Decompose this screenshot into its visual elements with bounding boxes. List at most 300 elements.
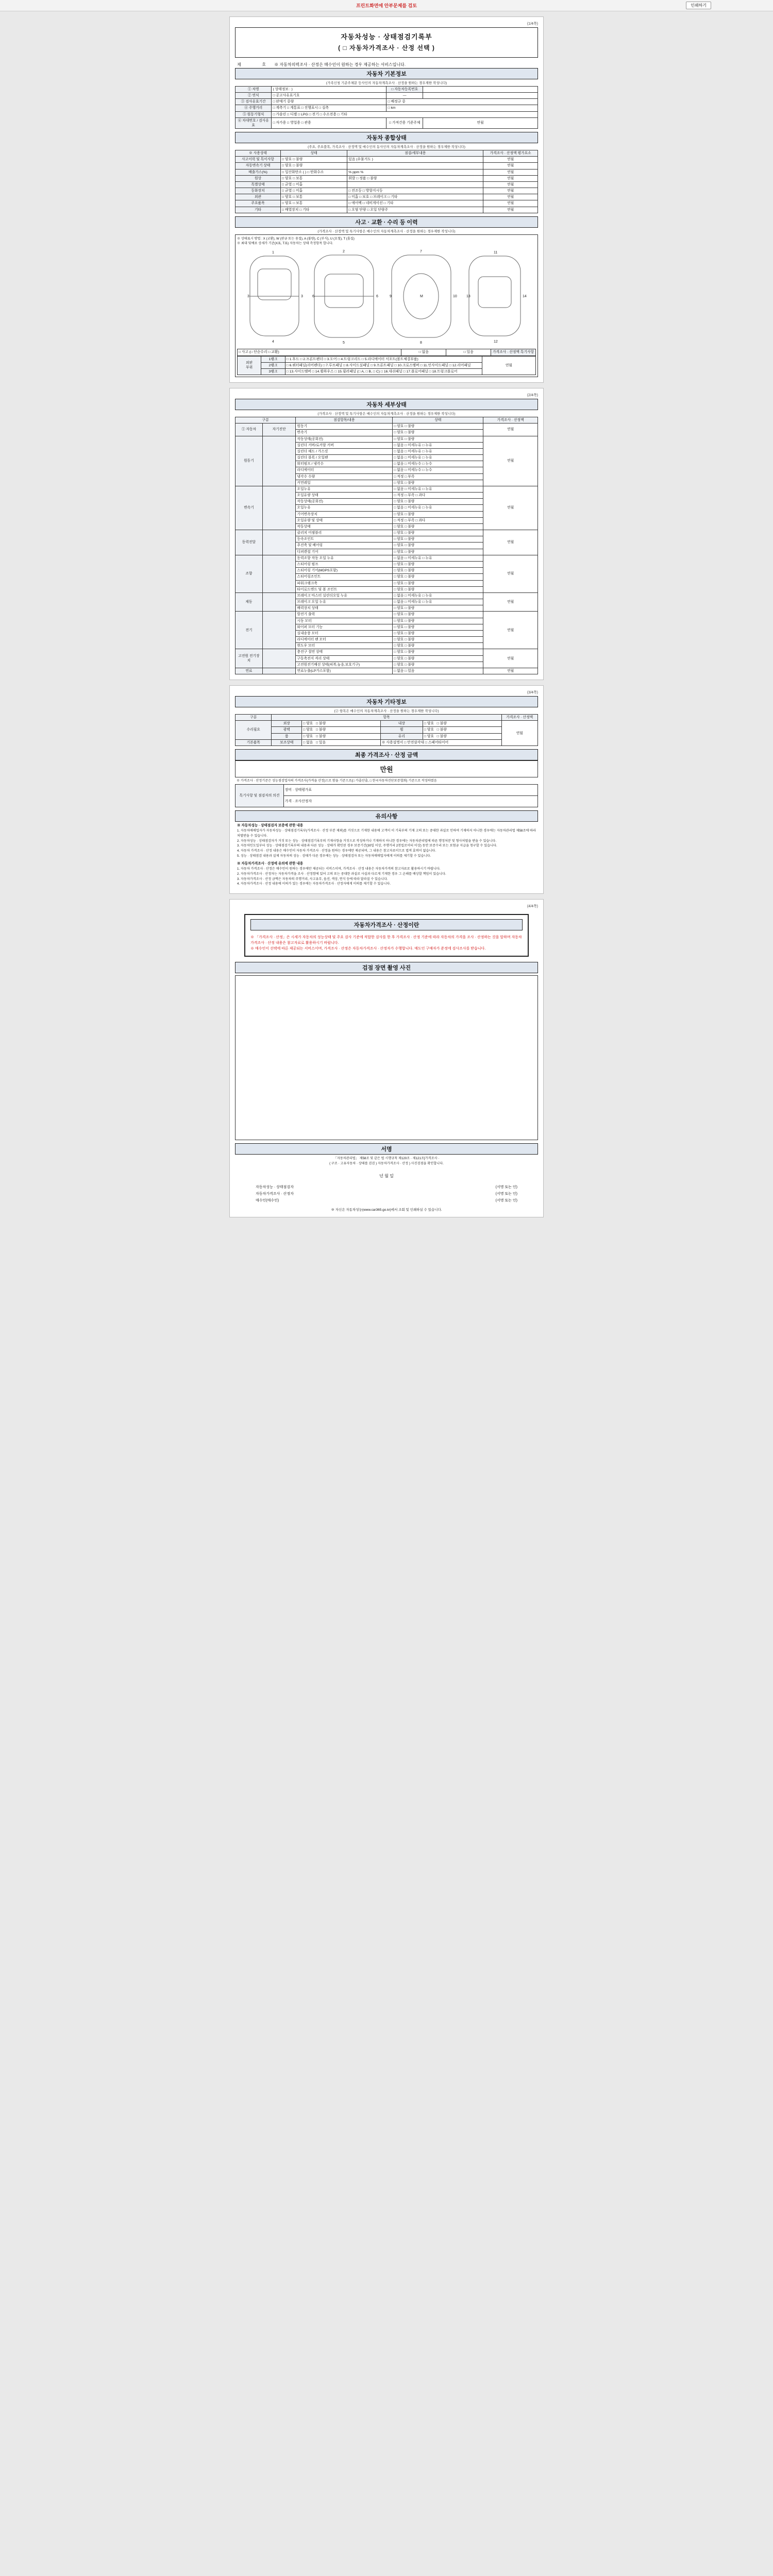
page-number-4: (4/4쪽) [527,904,538,908]
table-row [236,727,538,733]
detail-group-7-sub [262,649,296,668]
detail-item-label: 실린더 커버/로커암 커버 [296,442,393,448]
etc-row-0-b: 내장 [380,721,423,727]
basic-row-5-f0[interactable]: □ 자가용 □ 영업용 □ 관용 [272,117,386,128]
final-amount: 만원 [235,760,538,777]
overall-row-8-n: 연월 [483,207,538,213]
table-row [236,163,538,169]
basic-row-1-value[interactable] [423,93,537,99]
accident-note-label: 가격조사 · 산정액 특기사항 [491,349,536,355]
detail-group-3-name: 동력전달 [236,530,263,555]
detail-item-label: 원동기 [296,423,393,430]
overall-row-3-n: 연월 [483,175,538,181]
parts-row-1-items[interactable]: □ 6.쿼터패널(리어펜더) □ 7.루프패널 □ 8.사이드실패널 □ 9.프론트패널 □ 10.크로스멤버 □ 11.인사이드패널 □ 12.리어패널 [285,362,482,368]
parts-row-0-rank: 1랭크 [261,356,285,362]
detail-item-options[interactable]: □ 없음 □ 미세누유 □ 누유 [393,455,483,461]
topbar-notice: 프린트화면에 안부문제를 검토 [356,3,417,8]
overall-row-5-n: 연월 [483,188,538,194]
table-header-row [236,715,538,721]
page-number-2: (2/4쪽) [527,394,538,398]
overall-row-0-o0[interactable]: □ 양호 □ 불량 [281,157,347,163]
detail-item-label: 추진축 및 베어링 [296,543,393,549]
detail-group-4-sub [262,555,296,592]
detail-item-options[interactable]: □ 없음 □ 미세누수 □ 누수 [393,461,483,467]
signature-line-1: 「자동차관리법」 제58조 및 같은 법 시행규칙 제120조 · 제121조[가격조사 · [333,1157,440,1161]
detail-item-label: 브레이크 오일 누유 [296,599,393,605]
etc-row-1-o[interactable]: □ 양호 □ 불량 [302,727,381,733]
sig-row-2-v[interactable]: (서명 또는 인) [495,1199,517,1203]
caution-item: 1. 자동차 가격조사 · 산정은 매수인이 원하는 경우에만 제공되는 서비스이며, 가격조사 · 산정 내용은 자동차가격의 참고자료로 활용하시기 바랍니다. [237,867,441,871]
detail-item-options[interactable]: □ 양호 □ 불량 [393,423,483,430]
table-row [236,200,538,207]
basic-row-3-label: ④ 주행거리 [236,105,272,111]
detail-group-0-sub: 자기진단 [262,423,296,436]
caution-item: 1. 자동차매매업자가 자동차성능 · 상태점검기록부(가격조사 · 산정 부분 제외)를 거짓으로 기재한 내용에 고객이 이 기록부의 기재 고의 또는 중대한 과실로 인하여 기재하지 아니한 경우에는 자동차관리법 제58조에 따라 처벌받을 수 있습니다. [237,829,536,838]
detail-item-options[interactable]: □ 없음 □ 미세누유 □ 누유 [393,599,483,605]
overall-row-1-o0[interactable]: □ 양호 □ 불량 [281,163,347,169]
overall-row-8-o0[interactable]: □ 배열장치 □ 기타 [281,207,347,213]
table-row [236,117,538,128]
accident-result-table [237,349,536,355]
detail-group-8-name: 연료 [236,668,263,674]
overall-row-3-k: 원상 [236,175,281,181]
detail-head-0: 구분 [236,417,296,423]
signature-row [256,1197,517,1204]
overall-row-0-k: 사고이력 및 특이사항 [236,157,281,163]
svg-text:6: 6 [312,295,314,299]
etc-head-0: 구분 [236,715,272,721]
basic-row-0-f0[interactable]: ( 상태정보 : ) [272,86,386,92]
caution-item: 2. 자동차가격조사 · 산정자는 자동차가격을 조사 · 산정함에 있어 고의 또는 중대한 과실로 사실과 다르게 기재한 경우 그 손해를 배상할 책임이 있습니다. [237,872,446,876]
overall-row-0-d[interactable]: 있음 (우물거도 ) [347,157,483,163]
overall-row-4-d[interactable] [347,181,483,188]
sig-row-1-v[interactable]: (서명 또는 인) [495,1192,517,1196]
table-row [236,486,538,492]
detail-item-label: 파워크랭크축 [296,580,393,586]
overall-row-0-n: 연월 [483,157,538,163]
overall-row-6-n: 연월 [483,194,538,200]
overall-row-2-o0[interactable]: □ 일산화탄소 ( ) □ 탄화수소 [281,169,347,175]
overall-row-5-d[interactable]: □ 전조등 □ 방향지시등 [347,188,483,194]
overall-row-1-d[interactable] [347,163,483,169]
accident-result-1[interactable]: □ 없음 [401,349,446,355]
detail-group-3-sub [262,530,296,555]
table-row [236,739,538,745]
parts-row-1-rank: 2랭크 [261,362,285,368]
page-number-3: (3/4쪽) [527,691,538,695]
detail-item-options[interactable]: □ 양호 □ 불량 [393,612,483,618]
overall-row-7-d[interactable]: □ 에어백 □ 네비게이션 □ 기타 [347,200,483,207]
detail-group-6-sub [262,612,296,649]
table-row [236,86,538,92]
section-title-price: 최종 가격조사 · 산정 금액 [235,749,538,760]
detail-item-label: 시동 모터 [296,618,393,624]
car-diagram-svg [237,246,536,347]
detail-item-options[interactable]: □ 없음 □ 미세누유 □ 누유 [393,505,483,511]
section-title-overall: 자동차 종합상태 [235,132,538,143]
detail-item-options[interactable]: □ 양호 □ 불량 [393,543,483,549]
table-row [238,349,536,355]
detail-item-label: 작동상태(공회전) [296,436,393,442]
overall-row-3-d[interactable]: 휘발 □ 정품 □ 불량 [347,175,483,181]
table-row [236,436,538,442]
page-2 [229,388,544,680]
parts-row-0-items[interactable]: □ 1.후드 □ 2.프론트펜더 □ 3.도어 □ 4.트렁크리드 □ 5.라디에이터 서포트(볼트체결부품) [285,356,482,362]
overall-row-5-k: 등화장치 [236,188,281,194]
etc-row-0-a: 외장 [272,721,302,727]
table-row [236,592,538,599]
basic-row-4-label: ⑤ 원동기형식 [236,111,272,117]
overall-row-2-k: 배출가스(%) [236,169,281,175]
section-note-overall: (주요, 주요품목, 가족조사 · 산정액 및 매수인의 동사인의 자동차계측조사 · 산정을 원하는 경우제한 작성니다) [308,145,465,149]
caution-item: 3. 자동차가격조사 · 산정 금액은 자동차의 주행거리, 사고유무, 옵션, 색상, 연식 등에 따라 달라질 수 있습니다. [237,877,388,881]
basic-info-table [235,86,538,129]
accident-note-value: 연월 [482,356,535,375]
etc-row-k-0: 수리필요 [236,721,272,740]
detail-item-label: 라디에이터 [296,467,393,473]
detail-item-options[interactable]: □ 없음 □ 미세누유 □ 누유 [393,442,483,448]
overall-row-4-o0[interactable]: □ 균열 □ 미흡 [281,181,347,188]
detail-item-label: 고전원전기배선 상태(피복,높음,보호기구) [296,662,393,668]
detail-item-options[interactable]: □ 없음 □ 있음 [393,668,483,674]
caution-head-1: ※ 자동차가격조사 · 산정에 유의에 관한 내용 [237,862,304,866]
svg-text:10: 10 [453,295,457,299]
etc-row-1-a: 광택 [272,727,302,733]
accident-result-2[interactable]: □ 있음 [446,349,491,355]
detail-item-options[interactable]: □ 없음 □ 미세누유 □ 누유 [393,592,483,599]
detail-item-options[interactable]: □ 양호 □ 불량 [393,655,483,662]
detail-item-options[interactable]: □ 양호 □ 불량 [393,637,483,643]
basic-row-5-label: ⑥ 차대번호 / 검사유효 [236,117,272,128]
detail-item-label: 오일유량 상태 [296,493,393,499]
table-row [236,105,538,111]
table-row [236,194,538,200]
price-definition-box [244,914,529,957]
detail-item-options[interactable]: □ 양호 □ 불량 [393,580,483,586]
etc-head-3: 가격조사 · 산정액 [501,715,537,721]
overall-row-2-d[interactable]: % ppm % [347,169,483,175]
basic-row-3-f0[interactable]: □ 계측기 □ 계통표 □ 진행표시 □ 실측 [272,105,386,111]
detail-item-options[interactable]: □ 양호 □ 불량 [393,549,483,555]
price-note-table [235,784,538,807]
table-row [236,99,538,105]
overall-row-3-o0[interactable]: □ 양호 □ 보통 [281,175,347,181]
detail-item-label: 발전기 출력 [296,612,393,618]
detail-item-options[interactable]: □ 양호 □ 불량 [393,499,483,505]
overall-head-1: 상태 [281,150,347,157]
detail-item-label: 변속기 [296,430,393,436]
signature-title: 서명 [235,1143,538,1155]
issue-no: 호 [262,62,266,67]
etc-row-1-b: 휠 [380,727,423,733]
svg-text:M: M [420,295,423,299]
detail-head-1: 점검항목/내용 [296,417,393,423]
detail-item-label: 작동상태(공회전) [296,499,393,505]
basic-row-1-label: ② 연식 [236,93,272,99]
svg-text:13: 13 [466,295,470,299]
accident-diagram-box [235,234,538,377]
caution-head-0: ※ 자동차성능 · 상태점검자 보증에 관한 내용 [237,824,304,828]
detail-item-options[interactable]: □ 양호 □ 불량 [393,624,483,630]
detail-state-table [235,417,538,674]
signature-line-2: ( 구조 · 고유자동차 · 상태를 검검 ) 자동차가격조사 · 산정 ) 사진검점을 확인합니다. [329,1161,444,1165]
svg-text:9: 9 [390,295,392,299]
section-note-accident: (가격조사 · 산정액 및 특기사항은 매수인의 자동차계측조사 · 산정을 원하는 경우제한 작성니다) [317,229,456,233]
detail-item-options[interactable]: □ 적정 □ 부족 [393,473,483,480]
price-desc: ※ 가격조사 · 산정기준은 성능점검업자의 가격조사(가격을 산정)으로 함을 기준으로(□ 가출산출, □ 한국자동차진단보증협회) 기준으로 작성하였음 [237,778,437,783]
doc-subtitle: ( □ 자동차가격조사 · 산정 선택 ) [338,44,435,52]
section-note-etc: (② 항목은 매수인의 자동차계측조사 · 산정을 원하는 경우제한 작성니다) [334,709,439,714]
photo-area [235,975,538,1140]
detail-group-7-note: 연월 [483,649,538,668]
svg-text:5: 5 [343,341,345,345]
detail-item-label: 작동상태 [296,523,393,530]
svg-text:4: 4 [272,340,274,344]
basic-row-0-label: ① 차명 [236,86,272,92]
detail-item-label: 동력조향 작동 오일 누유 [296,555,393,561]
table-row [236,93,538,99]
table-row [236,733,538,739]
accident-parts-table [237,356,536,376]
car-diagram [237,246,536,349]
detail-item-options[interactable]: □ 양호 □ 불량 [393,436,483,442]
detail-item-label: 디퍼렌셜 기어 [296,549,393,555]
detail-item-options[interactable]: □ 양호 □ 불량 [393,480,483,486]
detail-item-options[interactable]: □ 양호 □ 불량 [393,536,483,543]
detail-item-label: 기어변속장치 [296,511,393,517]
svg-text:12: 12 [494,340,498,344]
detail-item-label: 워터펌프 / 냉각수 [296,461,393,467]
basic-row-0-value[interactable] [423,86,537,92]
page-3 [229,685,544,894]
detail-item-options[interactable]: □ 양호 □ 불량 [393,630,483,636]
section-title-basic: 자동차 기본정보 [235,68,538,79]
section-title-detail: 자동차 세부상태 [235,399,538,410]
detail-item-options[interactable]: □ 적정 □ 부족 □ 과다 [393,517,483,523]
title-box [235,27,538,58]
issue-desc: ※ 자동차의력조사 · 산정은 매수인이 원하는 경우 제공하는 서비스입니다. [274,62,406,67]
detail-group-6-name: 전기 [236,612,263,649]
detail-group-7-name: 고전원 전기장치 [236,649,263,668]
basic-row-2-f2[interactable]: □ 배정규 중 [386,99,538,105]
overall-row-8-k: 기타 [236,207,281,213]
warn-body-2: ※ 매수인이 선택에 따른 제공되는 서비스이며, 가격조사 · 산정은 자동차가격조사 · 산정자가 수행합니다. 매도인 구매자가 준정에 검사조사를 받습니다. [250,947,486,951]
etc-row-2-o[interactable]: □ 양호 □ 불량 [302,733,381,739]
detail-item-options[interactable]: □ 양호 □ 불량 [393,586,483,592]
detail-item-options[interactable]: □ 없음 □ 미세누유 □ 누유 [393,486,483,492]
etc-row-0-o2[interactable]: □ 양호 □ 불량 [423,721,501,727]
overall-row-6-k: 외관 [236,194,281,200]
etc-row-2-o2[interactable]: □ 양호 □ 불량 [423,733,501,739]
signature-row [256,1184,517,1191]
detail-group-0-name: ① 자동차 [236,423,263,436]
accident-result-0[interactable]: □ 사고 (□ 단순수리 □ 교환) [238,349,401,355]
price-left-label: 특기사항 및 점검자의 의견 [236,785,284,807]
table-row [236,181,538,188]
detail-item-options[interactable]: □ 양호 □ 불량 [393,574,483,580]
overall-head-3: 가격조사 · 산정액 평가요소 [483,150,538,157]
caution-item: 4. 자동차 가격조사 · 산정 내용은 매수인이 자동차 가격조사 · 산정을 원하는 경우에만 제공되며, 그 내용은 참고자료이므로 법적 효력이 없습니다. [237,849,436,853]
signature-row [256,1191,517,1197]
overall-row-6-o0[interactable]: □ 양호 □ 보통 [281,194,347,200]
overall-row-5-o0[interactable]: □ 균열 □ 미흡 [281,188,347,194]
overall-row-1-k: 자동변속기 상태 [236,163,281,169]
detail-item-label: 윈도우 모터 [296,643,393,649]
footer-note: ※ 자신은 자동차성능(www.car365.go.kr)에서 조회 및 인쇄하실 수 있습니다. [331,1208,442,1212]
svg-text:8: 8 [420,341,422,345]
detail-item-label: 스티어링 기어(MDPS포함) [296,568,393,574]
detail-item-label: 등속조인트 [296,536,393,543]
detail-item-options[interactable]: □ 양호 □ 불량 [393,511,483,517]
svg-text:2: 2 [343,250,345,254]
price-row-2[interactable]: 가격 · 조사산정자 [283,796,537,807]
basic-row-3-f1[interactable]: □ km [386,105,538,111]
detail-item-label: 브레이크 마스터 실린더오일 누유 [296,592,393,599]
etc-row-3-b[interactable]: ※ 사용설명서 □ 안전삼각대 □ 스페어타이어 [380,739,501,745]
table-row [236,111,538,117]
overall-row-7-n: 연월 [483,200,538,207]
page-1 [229,16,544,383]
table-row [236,612,538,618]
detail-item-label: 스티어링조인트 [296,574,393,580]
detail-item-options[interactable]: □ 양호 □ 불량 [393,430,483,436]
detail-group-6-note: 연월 [483,612,538,649]
detail-group-1-sub [262,436,296,486]
signature-rows [235,1184,538,1205]
overall-row-4-k: 특별상태 [236,181,281,188]
basic-row-2-f0[interactable]: □ 판매기 중량 [272,99,386,105]
detail-item-options[interactable]: □ 양호 □ 불량 [393,523,483,530]
etc-head-1: 항목 [272,715,501,721]
detail-item-label: 커먼레일 [296,480,393,486]
photo-section-title: 검점 장면 촬영 사진 [235,962,538,973]
detail-group-5-note: 연월 [483,592,538,612]
accident-desc-2: ※ 최대 및예료 상세가 기준(X표, T표) 자동차는 상태 측정항목 합니다. [237,242,333,246]
detail-group-4-name: 조향 [236,555,263,592]
detail-item-options[interactable]: □ 양호 □ 불량 [393,530,483,536]
table-row [238,356,536,362]
table-row [236,175,538,181]
overall-row-8-d[interactable]: □ 오염 단량 □ 오일 단량주 [347,207,483,213]
basic-row-4-f0[interactable]: □ 가솔린 □ 디젤 □ LPG □ 전기 □ 수소전용 □ 기타 [272,111,538,117]
detail-item-options[interactable]: □ 양호 □ 불량 [393,649,483,655]
detail-item-options[interactable]: □ 양호 □ 불량 [393,618,483,624]
detail-group-2-name: 변속기 [236,486,263,530]
detail-item-label: 충전구 절연 상태 [296,649,393,655]
etc-row-0-o[interactable]: □ 양호 □ 불량 [302,721,381,727]
etc-row-2-a: 룸 [272,733,302,739]
basic-row-2-label: ③ 검사유효기간 [236,99,272,105]
section-title-accident: 사고 · 교환 · 수리 등 이력 [235,216,538,228]
doc-title: 자동차성능 · 상태점검기록부 [341,33,432,41]
detail-item-options[interactable]: □ 없음 □ 미세누수 □ 누수 [393,467,483,473]
section-note-basic: (가족신청 기준주체문 등사인의 자동차계측조사 · 산정을 원하는 경우제한 작성니다) [326,81,447,85]
detail-item-label: 실린더 블록 / 오일팬 [296,455,393,461]
caution-block-0 [235,822,538,860]
caution-block-1 [235,860,538,888]
detail-item-label: 오일누유 [296,505,393,511]
signature-statement [235,1155,538,1167]
detail-group-3-note: 연월 [483,530,538,555]
overall-head-2: 점검/세부내용 [347,150,483,157]
detail-item-options[interactable]: □ 없음 □ 미세누유 □ 누유 [393,448,483,454]
parts-row-2-rank: 3랭크 [261,368,285,375]
detail-group-4-note: 연월 [483,555,538,592]
svg-text:14: 14 [523,295,527,299]
parts-row-2-items[interactable]: □ 13.사이드멤버 □ 14.휠하우스 □ 15.필러패널 (□ A, □ B, □ C) □ 16.대쉬패널 □ 17.플로어패널 □ 18.트렁크플로어 [285,368,482,375]
basic-row-5-f2: 연월 [423,117,537,128]
detail-item-options[interactable]: □ 양호 □ 불량 [393,568,483,574]
etc-row-1-o2[interactable]: □ 양호 □ 불량 [423,727,501,733]
detail-group-5-name: 제동 [236,592,263,612]
svg-text:1: 1 [272,251,274,255]
warn-body-1: ※ 「가격조사 · 산정」은 시세가 자동차의 성능상태 및 주요 검사 기준에 적합한 검사를 한 후 가격조사 · 산정 기준에 따라 자동차의 가격을 조사 · 산정하는 것을 말하며 자동차가격조사 · 산정 내용은 참고자료로 활용하시기 바랍니다. [250,935,522,945]
section-title-etc: 자동차 기타정보 [235,696,538,707]
detail-item-label: 오일누유 [296,486,393,492]
warn-title: 자동차가격조사 · 산정이란 [250,919,523,930]
page-number-1: (1/4쪽) [527,22,538,26]
detail-item-options[interactable]: □ 양호 □ 불량 [393,662,483,668]
sig-row-0-v[interactable]: (서명 또는 인) [495,1185,517,1189]
etc-row-3-o[interactable]: □ 없음 □ 있음 [302,739,381,745]
detail-item-label: 실린더 헤드 / 가스킷 [296,448,393,454]
etc-row-3-a: 보조상태 [272,739,302,745]
table-row [236,169,538,175]
basic-row-1-f0[interactable]: □ 공고사유표기호 [272,93,386,99]
detail-item-options[interactable]: □ 없음 □ 미세누유 □ 누유 [393,555,483,561]
table-row [236,668,538,674]
etc-info-table [235,714,538,746]
detail-item-label: 스티어링 펌프 [296,562,393,568]
etc-row-2-b: 유리 [380,733,423,739]
table-row [236,207,538,213]
detail-item-options[interactable]: □ 양호 □ 불량 [393,643,483,649]
table-header-row [236,417,538,423]
detail-head-3: 가격조사 · 산정액 [483,417,538,423]
svg-text:7: 7 [420,250,422,254]
print-button[interactable]: 인쇄하기 [686,2,711,9]
parts-group-outer: 외판 부위 [238,356,261,375]
detail-item-options[interactable]: □ 양호 □ 불량 [393,562,483,568]
table-row [236,649,538,655]
table-row [236,157,538,163]
detail-group-0-note: 연월 [483,423,538,436]
caution-item: 3. 자동차인도일부터 성능 · 상태점검기록부의 내용과 다른 성능 · 상태가 확인된 경우 보증기간(30일 이상, 주행거리 2천킬로미터 이상) 동안 보증수리 또는 보험금 지급을 청구할 수 있습니다. [237,844,497,848]
overall-row-7-k: 주요품목 [236,200,281,207]
overall-row-6-d[interactable]: □ 미흡 □ 보호 □ 브레이크 □ 기타 [347,194,483,200]
sig-row-2-k: 매수인(매수인) [256,1199,279,1203]
svg-text:11: 11 [494,251,498,255]
overall-state-table [235,150,538,213]
detail-group-8-sub [262,668,296,674]
overall-row-7-o0[interactable]: □ 양호 □ 보통 [281,200,347,207]
detail-item-label: 와이퍼 모터 기능 [296,624,393,630]
detail-group-1-note: 연월 [483,436,538,486]
table-row [236,721,538,727]
table-row [236,555,538,561]
detail-item-options[interactable]: □ 양호 □ 불량 [393,605,483,612]
etc-row-3-k: 기본품목 [236,739,272,745]
detail-group-2-note: 연월 [483,486,538,530]
overall-row-1-n: 연월 [483,163,538,169]
price-row-1[interactable]: 장비 · 상태평가표 [283,785,537,796]
detail-head-2: 상태 [393,417,483,423]
accident-desc-1: ※ 상태표시 방법 : X (교환), W (판금 또는 용접), A (불량), C (부식), U (요철), T (흠집) [237,236,355,241]
table-row [236,423,538,430]
svg-text:3: 3 [301,295,303,299]
section-title-caution: 유의사항 [235,810,538,822]
detail-item-options[interactable]: □ 적정 □ 부족 □ 과다 [393,493,483,499]
